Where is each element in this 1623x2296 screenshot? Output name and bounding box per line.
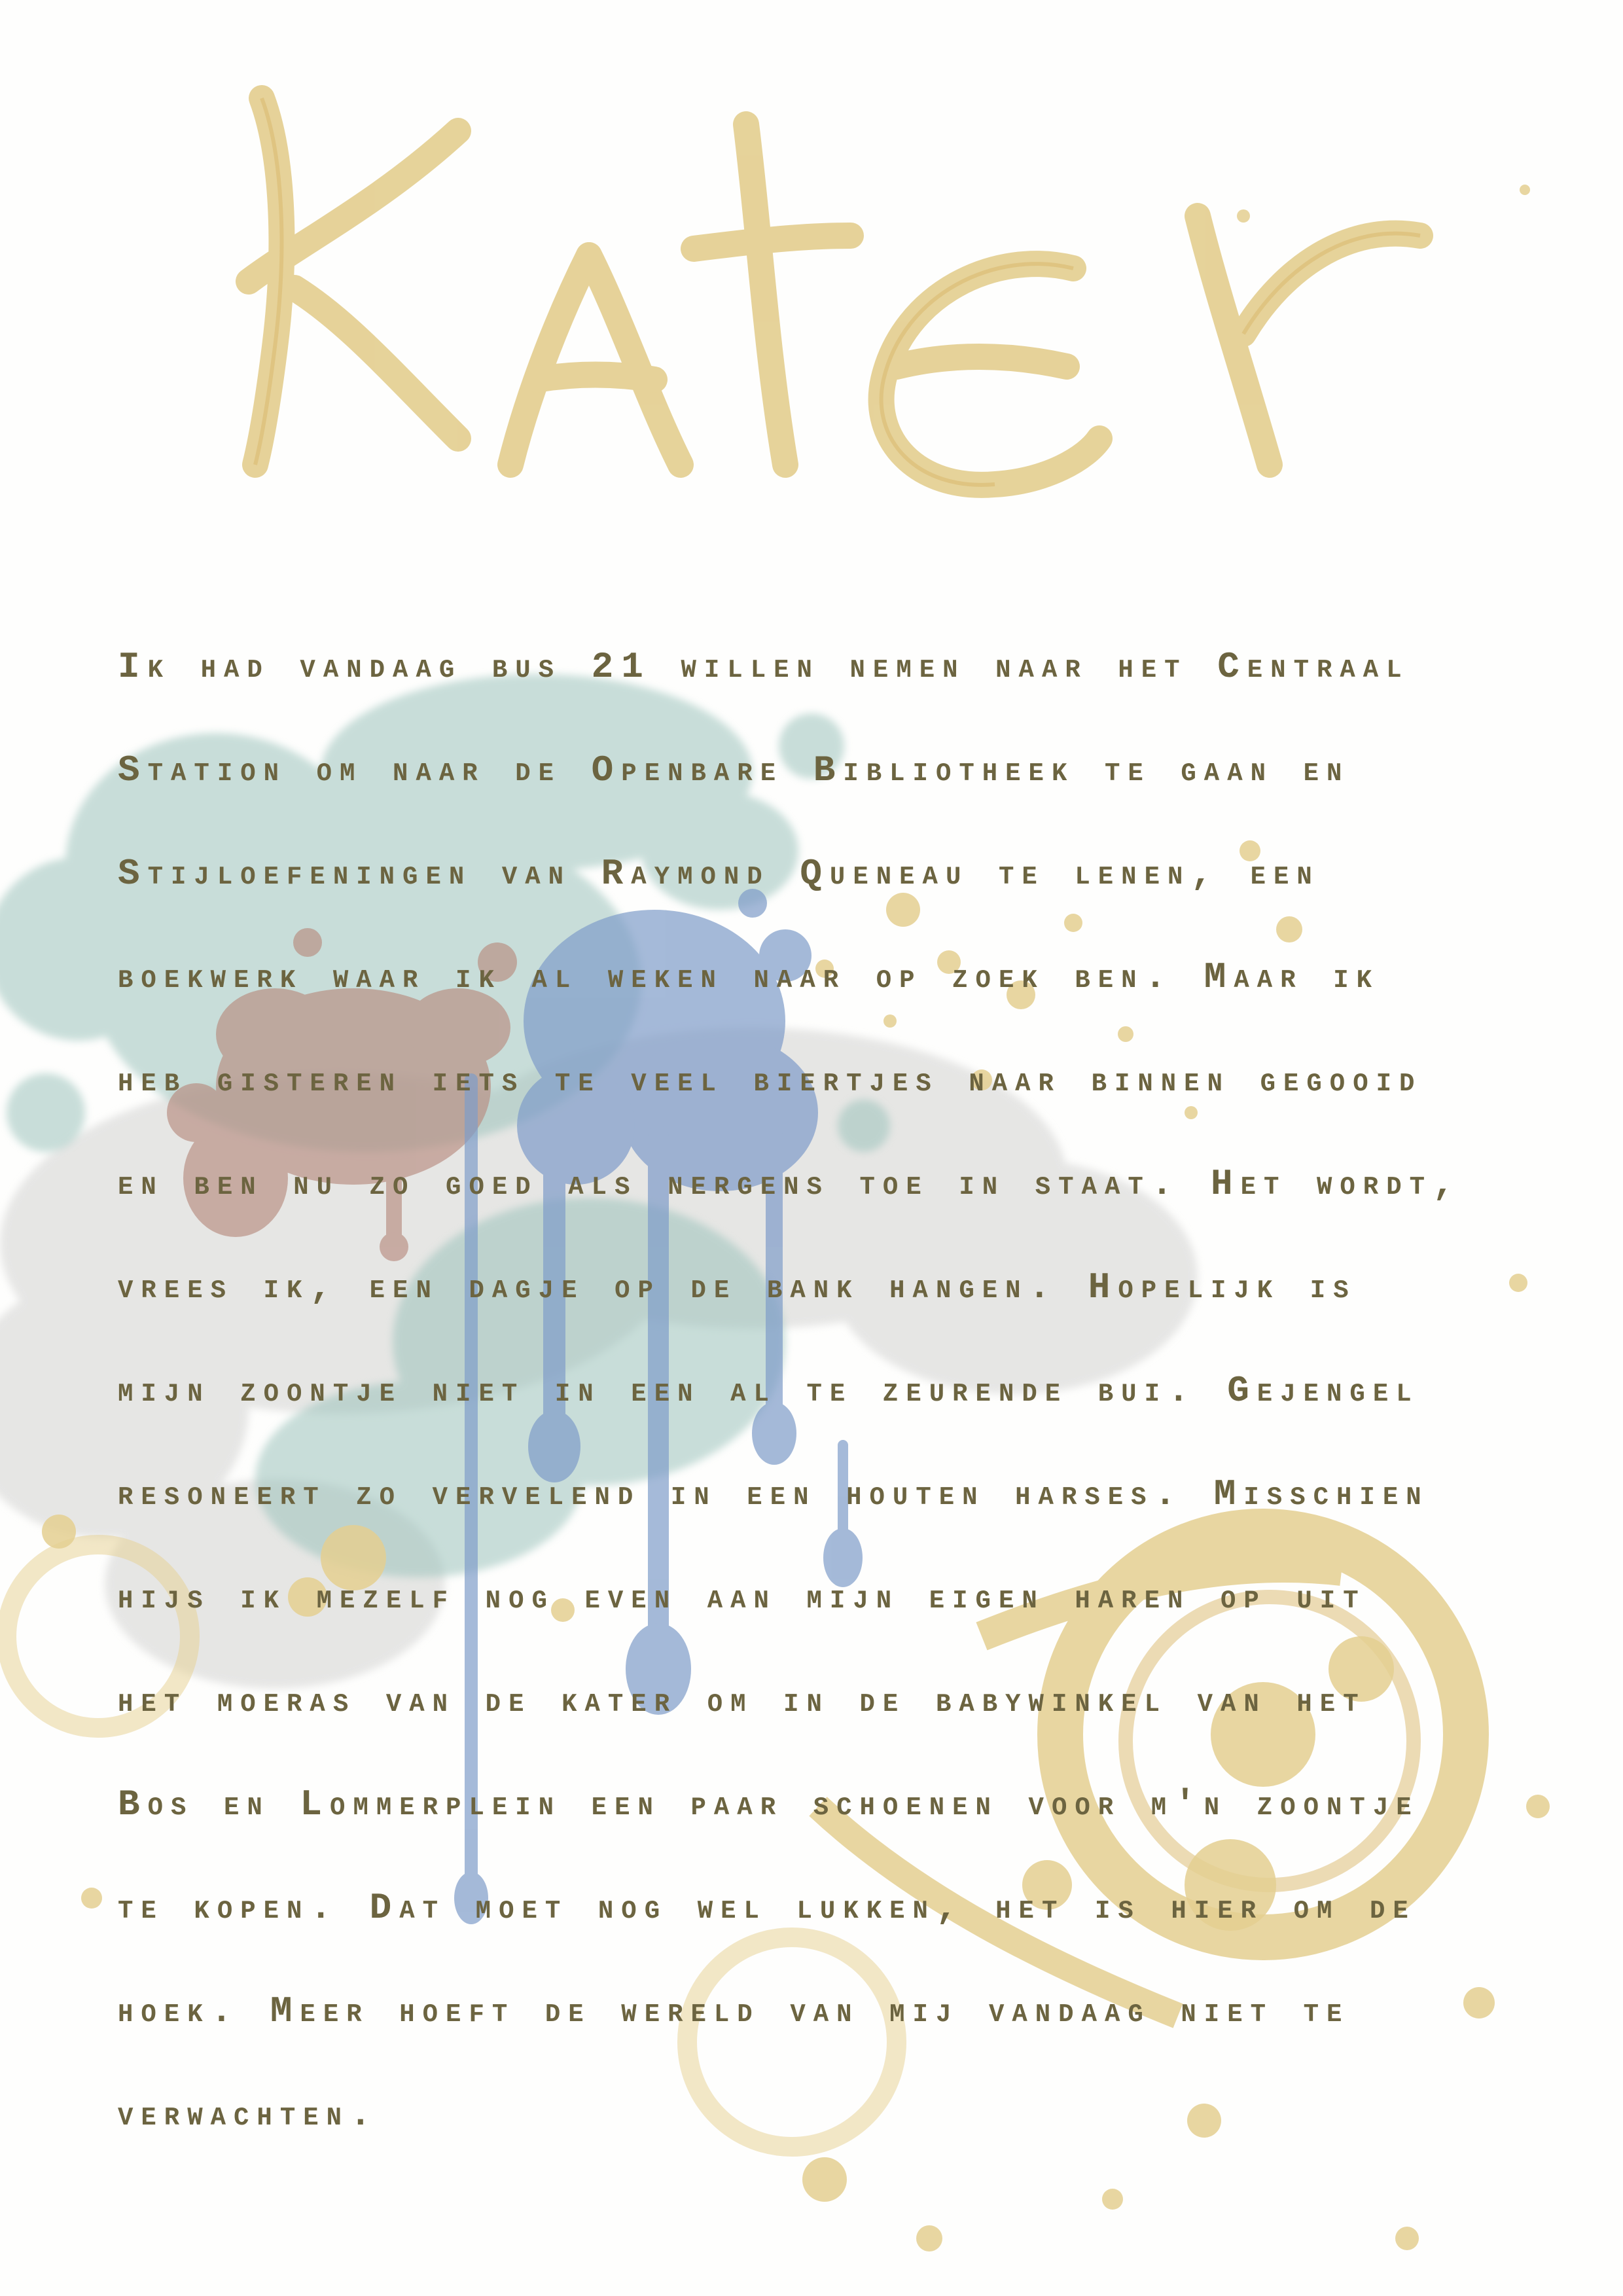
story-text: [118, 615, 1558, 2166]
kater-title-lettering: [223, 72, 1440, 517]
story-line: resoneert zo vervelend in een houten harses. Misschien: [118, 1473, 1429, 1515]
story-line: het moeras van de kater om in de babywinkel van het: [118, 1680, 1366, 1722]
story-line: Stijloefeningen van Raymond Queneau te lenen, een: [118, 853, 1320, 895]
story-line: mijn zoontje niet in een al te zeurende bui. Gejengel: [118, 1370, 1419, 1412]
story-line: hoek. Meer hoeft de wereld van mij vandaag niet te: [118, 1990, 1350, 2032]
story-line: hijs ik mezelf nog even aan mijn eigen haren op uit: [118, 1577, 1366, 1619]
story-line: Station om naar de Openbare Bibliotheek te gaan en: [118, 749, 1350, 791]
story-line: vrees ik, een dagje op de bank hangen. Hopelijk is: [118, 1266, 1357, 1308]
story-line: Ik had vandaag bus 21 willen nemen naar het Centraal: [118, 646, 1410, 688]
story-line: boekwerk waar ik al weken naar op zoek ben. Maar ik: [118, 956, 1380, 998]
story-line: verwachten.: [118, 2094, 380, 2136]
story-line: te kopen. Dat moet nog wel lukken, het is hier om de: [118, 1887, 1416, 1929]
story-line: Bos en Lommerplein een paar schoenen voor m'n zoontje: [118, 1784, 1419, 1825]
story-line: heb gisteren iets te veel biertjes naar binnen gegooid: [118, 1060, 1423, 1102]
story-line: en ben nu zo goed als nergens toe in staat. Het wordt,: [118, 1163, 1463, 1205]
